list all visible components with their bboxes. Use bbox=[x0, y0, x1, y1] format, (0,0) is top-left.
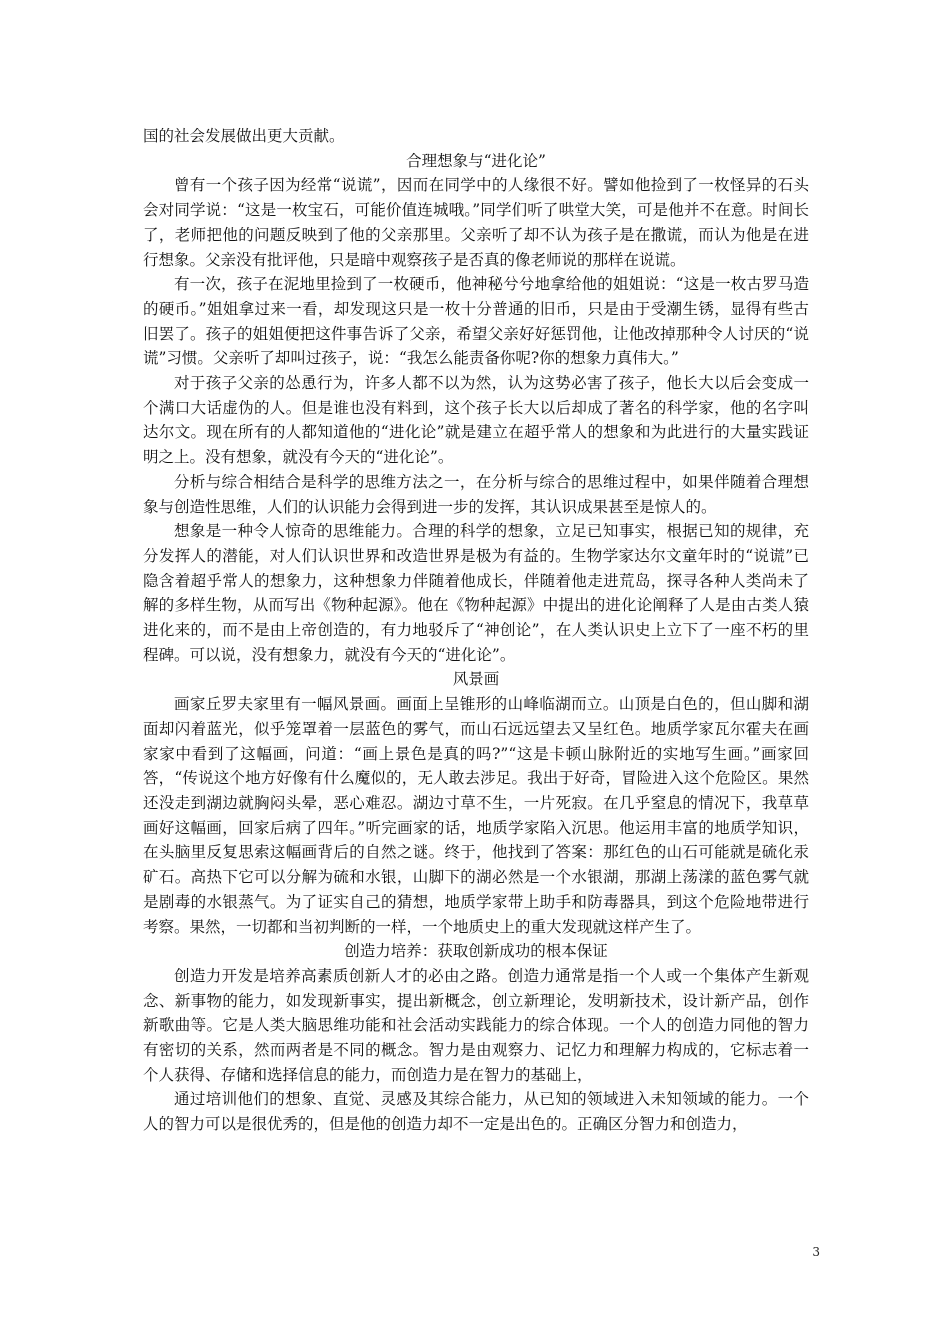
paragraph: 通过培训他们的想象、直觉、灵感及其综合能力，从已知的领域进入未知领域的能力。一个人的智力可以是很优秀的，但是他的创造力却不一定是出色的。正确区分智力和创造力， bbox=[143, 1090, 809, 1134]
section-title-evolution: 合理想象与“进化论” bbox=[406, 151, 546, 170]
section-title-creativity: 创造力培养：获取创新成功的根本保证 bbox=[344, 942, 608, 961]
continued-paragraph: 国的社会发展做出更大贡献。 bbox=[143, 127, 345, 145]
page-number: 3 bbox=[812, 1245, 820, 1259]
section-title-landscape: 风景画 bbox=[452, 670, 500, 689]
paragraph: 对于孩子父亲的怂恿行为，许多人都不以为然，认为这势必害了孩子，他长大以后会变成一个满口大话虚伪的人。但是谁也没有料到，这个孩子长大以后却成了著名的科学家，他的名字叫达尔文。现在所有的人都知道他的“进化论”就是建立在超乎常人的想象和为此进行的大量实践证明之上。没有想象，就没有今天的“进化论”。 bbox=[143, 374, 809, 467]
paragraph: 创造力开发是培养高素质创新人才的必由之路。创造力通常是指一个人或一个集体产生新观念、新事物的能力，如发现新事实，提出新概念，创立新理论，发明新技术，设计新产品，创作新歌曲等。它是人类大脑思维功能和社会活动实践能力的综合体现。一个人的创造力同他的智力有密切的关系，然而两者是不同的概念。智力是由观察力、记忆力和理解力构成的，它标志着一个人获得、存储和选择信息的能力，而创造力是在智力的基础上， bbox=[143, 966, 809, 1084]
paragraph: 有一次，孩子在泥地里捡到了一枚硬币，他神秘兮兮地拿给他的姐姐说：“这是一枚古罗马造的硬币。”姐姐拿过来一看，却发现这只是一枚十分普通的旧币，只是由于受潮生锈，显得有些古旧罢了。孩子的姐姐便把这件事告诉了父亲，希望父亲好好惩罚他，让他改掉那种令人讨厌的“说谎”习惯。父亲听了却叫过孩子，说：“我怎么能责备你呢?你的想象力真伟大。” bbox=[143, 275, 809, 368]
document-body bbox=[143, 124, 809, 1137]
paragraph: 画家丘罗夫家里有一幅风景画。画面上呈锥形的山峰临湖而立。山顶是白色的，但山脚和湖面却闪着蓝光，似乎笼罩着一层蓝色的雾气，而山石远远望去又呈红色。地质学家瓦尔霍夫在画家家中看到了这幅画，问道：“画上景色是真的吗?”“这是卡顿山脉附近的实地写生画。”画家回答，“传说这个地方好像有什么魔似的，无人敢去涉足。我出于好奇，冒险进入这个危险区。果然还没走到湖边就胸闷头晕，恶心难忍。湖边寸草不生，一片死寂。在几乎窒息的情况下，我草草画好这幅画，回家后病了四年。”听完画家的话，地质学家陷入沉思。他运用丰富的地质学知识，在头脑里反复思索这幅画背后的自然之谜。终于，他找到了答案：那红色的山石可能就是硫化汞矿石。高热下它可以分解为硫和水银，山脚下的湖必然是一个水银湖，那湖上荡漾的蓝色雾气就是剧毒的水银蒸气。为了证实自己的猜想，地质学家带上助手和防毒器具，到这个危险地带进行考察。果然，一切都和当初判断的一样，一个地质史上的重大发现就这样产生了。 bbox=[143, 695, 809, 936]
paragraph: 分析与综合相结合是科学的思维方法之一，在分析与综合的思维过程中，如果伴随着合理想象与创造性思维，人们的认识能力会得到进一步的发挥，其认识成果甚至是惊人的。 bbox=[143, 472, 809, 516]
paragraph: 曾有一个孩子因为经常“说谎”，因而在同学中的人缘很不好。譬如他捡到了一枚怪异的石头会对同学说：“这是一枚宝石，可能价值连城哦。”同学们听了哄堂大笑，可是他并不在意。时间长了，老师把他的问题反映到了他的父亲那里。父亲听了却不认为孩子是在撒谎，而认为他是在进行想象。父亲没有批评他，只是暗中观察孩子是否真的像老师说的那样在说谎。 bbox=[143, 176, 809, 269]
paragraph: 想象是一种令人惊奇的思维能力。合理的科学的想象，立足已知事实，根据已知的规律，充分发挥人的潜能，对人们认识世界和改造世界是极为有益的。生物学家达尔文童年时的“说谎”已隐含着超乎常人的想象力，这种想象力伴随着他成长，伴随着他走进荒岛，探寻各种人类尚未了解的多样生物，从而写出《物种起源》。他在《物种起源》中提出的进化论阐释了人是由古类人猿进化来的，而不是由上帝创造的，有力地驳斥了“神创论”，在人类认识史上立下了一座不朽的里程碑。可以说，没有想象力，就没有今天的“进化论”。 bbox=[143, 522, 809, 664]
